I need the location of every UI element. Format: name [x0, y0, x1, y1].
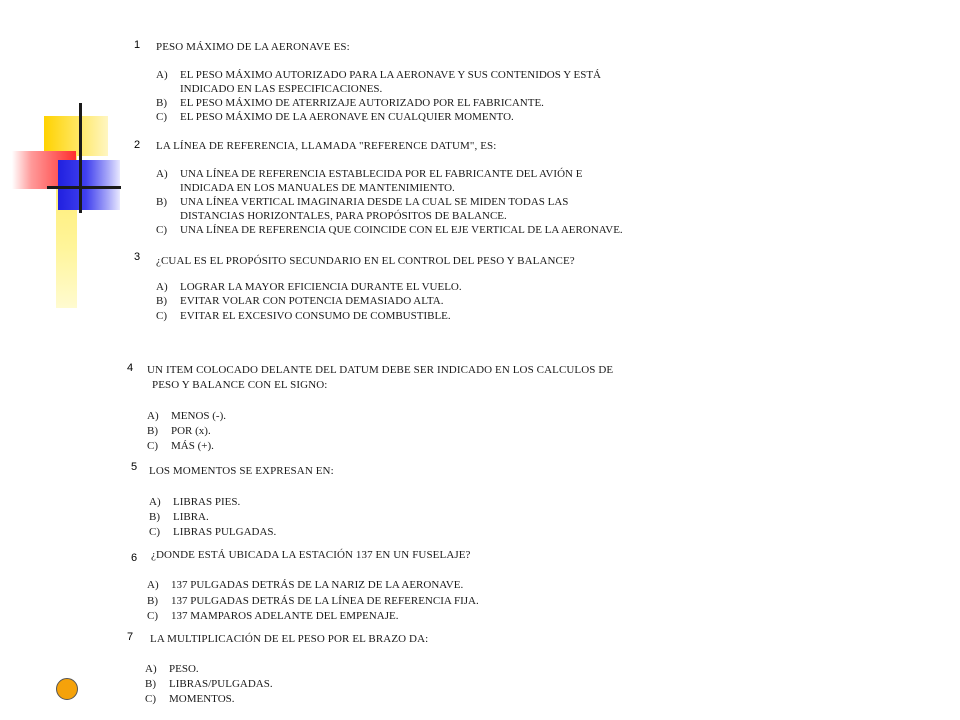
option-a: A) MENOS (-).	[147, 410, 226, 422]
option-b: B) 137 PULGADAS DETRÁS DE LA LÍNEA DE REFERENCIA FIJA.	[147, 595, 479, 607]
question-number: 6	[131, 552, 138, 564]
question-text: LA MULTIPLICACIÓN DE EL PESO POR EL BRAZO DA:	[150, 633, 429, 645]
option-a: A) PESO.	[145, 663, 199, 675]
option-c: C) EVITAR EL EXCESIVO CONSUMO DE COMBUSTIBLE.	[156, 310, 451, 322]
option-b-continued: DISTANCIAS HORIZONTALES, PARA PROPÓSITOS DE BALANCE.	[180, 210, 507, 222]
option-c: C) LIBRAS PULGADAS.	[149, 526, 277, 538]
option-c: C) MOMENTOS.	[145, 693, 235, 705]
option-a-continued: INDICADA EN LOS MANUALES DE MANTENIMIENTO.	[180, 182, 455, 194]
question-text-continued: PESO Y BALANCE CON EL SIGNO:	[152, 379, 328, 391]
option-a: A) UNA LÍNEA DE REFERENCIA ESTABLECIDA POR EL FABRICANTE DEL AVIÓN E	[156, 168, 583, 180]
option-a: A) EL PESO MÁXIMO AUTORIZADO PARA LA AERONAVE Y SUS CONTENIDOS Y ESTÁ	[156, 69, 601, 81]
option-a: A) LOGRAR LA MAYOR EFICIENCIA DURANTE EL VUELO.	[156, 281, 462, 293]
option-c: C) 137 MAMPAROS ADELANTE DEL EMPENAJE.	[147, 610, 399, 622]
decorative-blue-gradient	[58, 160, 120, 210]
decorative-yellow-square	[44, 116, 108, 156]
decorative-vertical-line	[79, 103, 82, 213]
question-text: LA LÍNEA DE REFERENCIA, LLAMADA "REFERENCE DATUM", ES:	[156, 140, 497, 152]
question-text: LOS MOMENTOS SE EXPRESAN EN:	[149, 465, 334, 477]
option-b: B) EVITAR VOLAR CON POTENCIA DEMASIADO ALTA.	[156, 295, 444, 307]
question-number: 4	[127, 362, 134, 374]
option-c: C) UNA LÍNEA DE REFERENCIA QUE COINCIDE CON EL EJE VERTICAL DE LA AERONAVE.	[156, 224, 623, 236]
option-a: A) LIBRAS PIES.	[149, 496, 241, 508]
question-number: 1	[134, 39, 141, 51]
question-text: ¿DONDE ESTÁ UBICADA LA ESTACIÓN 137 EN UN FUSELAJE?	[151, 549, 471, 561]
option-a-continued: INDICADO EN LAS ESPECIFICACIONES.	[180, 83, 383, 95]
option-b: B) EL PESO MÁXIMO DE ATERRIZAJE AUTORIZADO POR EL FABRICANTE.	[156, 97, 544, 109]
option-b: B) POR (x).	[147, 425, 211, 437]
question-number: 2	[134, 139, 141, 151]
question-text: UN ITEM COLOCADO DELANTE DEL DATUM DEBE SER INDICADO EN LOS CALCULOS DE	[147, 364, 614, 376]
option-c: C) EL PESO MÁXIMO DE LA AERONAVE EN CUALQUIER MOMENTO.	[156, 111, 514, 123]
decorative-horizontal-line	[47, 186, 121, 189]
option-b: B) UNA LÍNEA VERTICAL IMAGINARIA DESDE LA CUAL SE MIDEN TODAS LAS	[156, 196, 569, 208]
option-b: B) LIBRA.	[149, 511, 209, 523]
question-number: 7	[127, 631, 134, 643]
question-text: PESO MÁXIMO DE LA AERONAVE ES:	[156, 41, 350, 53]
option-b: B) LIBRAS/PULGADAS.	[145, 678, 273, 690]
question-text: ¿CUAL ES EL PROPÓSITO SECUNDARIO EN EL CONTROL DEL PESO Y BALANCE?	[156, 255, 575, 267]
orange-bullet-icon	[56, 678, 78, 700]
option-c: C) MÁS (+).	[147, 440, 214, 452]
option-a: A) 137 PULGADAS DETRÁS DE LA NARIZ DE LA AERONAVE.	[147, 579, 464, 591]
question-number: 5	[131, 461, 138, 473]
question-number: 3	[134, 251, 141, 263]
